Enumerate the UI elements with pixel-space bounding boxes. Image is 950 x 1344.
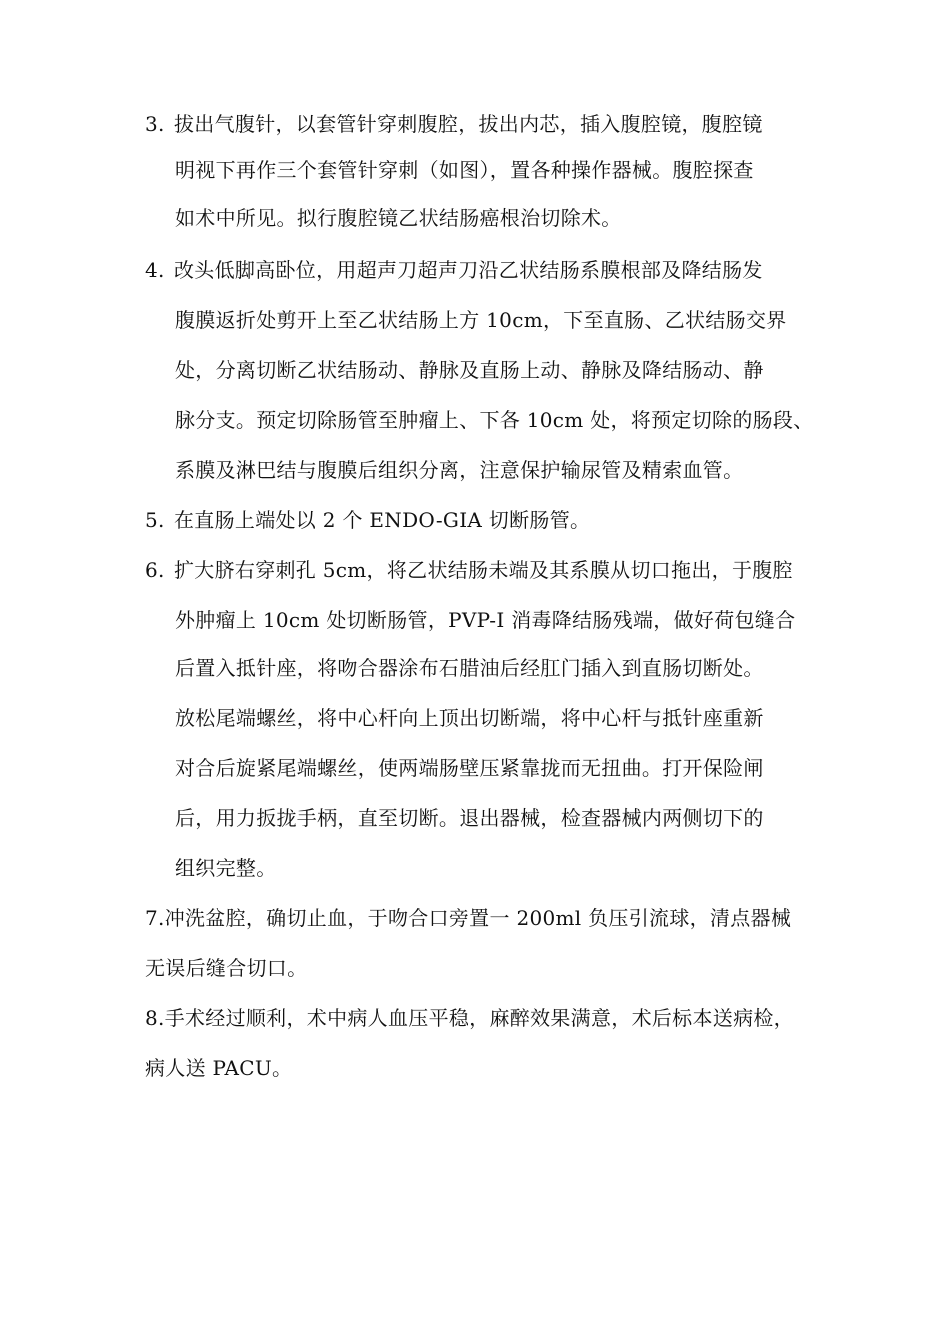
item-6-line-5 — [175, 756, 764, 780]
item-5-line-1 — [145, 508, 590, 532]
item-4-line-3 — [175, 358, 764, 382]
item-8-line-1 — [145, 1006, 794, 1030]
item-number: 3. — [145, 112, 165, 136]
item-text: 外肿瘤上 10cm 处切断肠管，PVP-I 消毒降结肠残端，做好荷包缝合 — [175, 608, 796, 632]
item-text: 腹膜返折处剪开上至乙状结肠上方 10cm，下至直肠、乙状结肠交界 — [175, 308, 787, 332]
item-text: 无误后缝合切口。 — [145, 956, 308, 980]
item-number: 8. — [145, 1006, 165, 1030]
item-text: 改头低脚高卧位，用超声刀超声刀沿乙状结肠系膜根部及降结肠发 — [174, 258, 763, 282]
item-6-line-3 — [175, 656, 764, 680]
item-4-line-4 — [175, 408, 814, 432]
item-6-line-6 — [175, 806, 764, 830]
item-4-line-1 — [145, 258, 763, 282]
item-text: 放松尾端螺丝，将中心杆向上顶出切断端，将中心杆与抵针座重新 — [175, 706, 764, 730]
item-text: 冲洗盆腔，确切止血，于吻合口旁置一 200ml 负压引流球，清点器械 — [164, 906, 792, 930]
item-8-line-2 — [145, 1056, 292, 1080]
item-text: 扩大脐右穿刺孔 5cm，将乙状结肠未端及其系膜从切口拖出，于腹腔 — [174, 558, 793, 582]
item-text: 在直肠上端处以 2 个 ENDO-GIA 切断肠管。 — [174, 508, 591, 532]
item-text: 系膜及淋巴结与腹膜后组织分离，注意保护输尿管及精索血管。 — [175, 458, 744, 482]
item-6-line-4 — [175, 706, 764, 730]
item-3-line-2 — [175, 158, 754, 182]
item-number: 4. — [145, 258, 165, 282]
item-number: 5. — [145, 508, 165, 532]
item-text: 处，分离切断乙状结肠动、静脉及直肠上动、静脉及降结肠动、静 — [175, 358, 764, 382]
item-text: 如术中所见。拟行腹腔镜乙状结肠癌根治切除术。 — [175, 206, 622, 230]
item-7-line-2 — [145, 956, 307, 980]
item-4-line-2 — [175, 308, 787, 332]
item-4-line-5 — [175, 458, 743, 482]
item-6-line-1 — [145, 558, 793, 582]
item-text: 脉分支。预定切除肠管至肿瘤上、下各 10cm 处，将预定切除的肠段、 — [175, 408, 814, 432]
item-text: 对合后旋紧尾端螺丝，使两端肠壁压紧靠拢而无扭曲。打开保险闸 — [175, 756, 764, 780]
item-3-line-1 — [145, 112, 763, 136]
item-text: 病人送 PACU。 — [145, 1056, 293, 1080]
item-text: 后，用力扳拢手柄，直至切断。退出器械，检查器械内两侧切下的 — [175, 806, 764, 830]
item-number: 7. — [145, 906, 165, 930]
item-6-line-2 — [175, 608, 795, 632]
item-number: 6. — [145, 558, 165, 582]
item-text: 拔出气腹针，以套管针穿刺腹腔，拔出内芯，插入腹腔镜，腹腔镜 — [174, 112, 763, 136]
item-7-line-1 — [145, 906, 791, 930]
item-text: 手术经过顺利，术中病人血压平稳，麻醉效果满意，术后标本送病检， — [164, 1006, 794, 1030]
item-text: 后置入抵针座，将吻合器涂布石腊油后经肛门插入到直肠切断处。 — [175, 656, 764, 680]
item-3-line-3 — [175, 206, 622, 230]
item-6-line-7 — [175, 856, 277, 880]
item-text: 明视下再作三个套管针穿刺（如图），置各种操作器械。腹腔探查 — [175, 158, 754, 182]
item-text: 组织完整。 — [175, 856, 277, 880]
